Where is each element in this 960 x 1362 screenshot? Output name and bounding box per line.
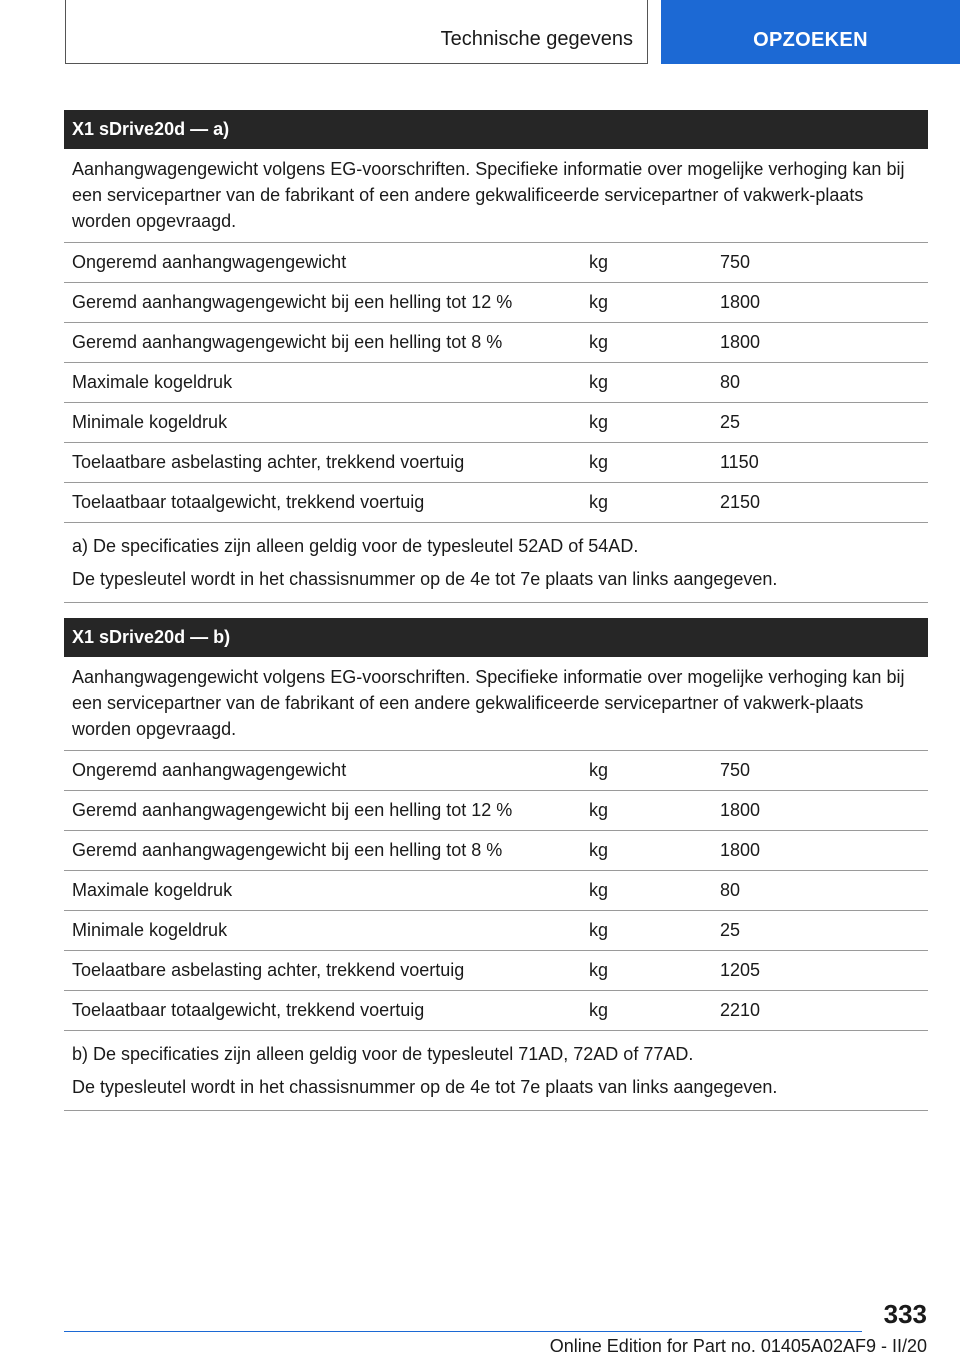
row-unit: kg — [589, 840, 609, 860]
row-label: Toelaatbare asbelasting achter, trekkend voertuig — [72, 960, 465, 980]
page-number: 333 — [883, 1299, 927, 1329]
row-label: Maximale kogeldruk — [72, 372, 233, 392]
row-label: Maximale kogeldruk — [72, 880, 233, 900]
row-label: Minimale kogeldruk — [72, 412, 228, 432]
footnote-typesleutel: De typesleutel wordt in het chassisnummer op de 4e tot 7e plaats van links aangegeven. — [72, 1077, 778, 1097]
table-row — [64, 363, 928, 403]
row-label: Toelaatbaar totaalgewicht, trekkend voertuig — [72, 1000, 425, 1020]
row-unit: kg — [589, 372, 609, 392]
row-value: 1800 — [720, 840, 761, 860]
section-title: X1 sDrive20d — a) — [64, 110, 928, 149]
row-value: 25 — [720, 412, 741, 432]
row-label: Geremd aanhangwagengewicht bij een helling tot 8 % — [72, 332, 503, 352]
table-row — [64, 951, 928, 991]
row-label: Minimale kogeldruk — [72, 920, 228, 940]
row-unit: kg — [589, 800, 609, 820]
row-value: 2150 — [720, 492, 761, 512]
row-label: Ongeremd aanhangwagengewicht — [72, 252, 347, 272]
row-label: Toelaatbare asbelasting achter, trekkend voertuig — [72, 452, 465, 472]
table-footnotes — [64, 523, 928, 603]
search-button-label: OPZOEKEN — [753, 29, 868, 51]
table-row — [64, 871, 928, 911]
row-unit: kg — [589, 252, 609, 272]
row-unit: kg — [589, 412, 609, 432]
row-unit: kg — [589, 292, 609, 312]
row-value: 2210 — [720, 1000, 761, 1020]
table-row — [64, 831, 928, 871]
footnote-validity: b) De specificaties zijn alleen geldig voor de typesleutel 71AD, 72AD of 77AD. — [72, 1044, 694, 1064]
row-label: Geremd aanhangwagengewicht bij een helling tot 12 % — [72, 292, 513, 312]
table-row — [64, 751, 928, 791]
table-row — [64, 443, 928, 483]
section-title: X1 sDrive20d — b) — [64, 618, 928, 657]
chapter-title: Technische gegevens — [440, 28, 633, 50]
row-label: Geremd aanhangwagengewicht bij een helling tot 8 % — [72, 840, 503, 860]
row-value: 1800 — [720, 332, 761, 352]
row-unit: kg — [589, 760, 609, 780]
row-value: 750 — [720, 252, 751, 272]
table-row — [64, 283, 928, 323]
table-footnotes — [64, 1031, 928, 1111]
row-label: Toelaatbaar totaalgewicht, trekkend voertuig — [72, 492, 425, 512]
row-value: 25 — [720, 920, 741, 940]
section-intro: Aanhangwagengewicht volgens EG-voorschriften. Specifieke informatie over mogelijke verhoging kan bij een servicepartner van de fabrikant of een andere gekwalificeerde servicepartner of vakwerk-plaats worden opgevraagd. — [64, 657, 928, 751]
row-label: Ongeremd aanhangwagengewicht — [72, 760, 347, 780]
section-intro: Aanhangwagengewicht volgens EG-voorschriften. Specifieke informatie over mogelijke verhoging kan bij een servicepartner van de fabrikant of een andere gekwalificeerde servicepartner of vakwerk-plaats worden opgevraagd. — [64, 149, 928, 243]
row-value: 1150 — [720, 452, 759, 472]
chapter-header — [65, 0, 648, 64]
footer-divider — [64, 1331, 862, 1332]
row-unit: kg — [589, 332, 609, 352]
row-value: 1800 — [720, 800, 761, 820]
table-row — [64, 791, 928, 831]
table-row — [64, 483, 928, 523]
row-unit: kg — [589, 960, 609, 980]
spec-table-b — [64, 618, 928, 1111]
row-unit: kg — [589, 452, 609, 472]
row-unit: kg — [589, 920, 609, 940]
footnote-validity: a) De specificaties zijn alleen geldig voor de typesleutel 52AD of 54AD. — [72, 536, 639, 556]
row-unit: kg — [589, 492, 609, 512]
table-row — [64, 911, 928, 951]
row-unit: kg — [589, 1000, 609, 1020]
row-value: 1800 — [720, 292, 761, 312]
row-label: Geremd aanhangwagengewicht bij een helling tot 12 % — [72, 800, 513, 820]
table-row — [64, 991, 928, 1031]
table-row — [64, 243, 928, 283]
footnote-typesleutel: De typesleutel wordt in het chassisnummer op de 4e tot 7e plaats van links aangegeven. — [72, 569, 778, 589]
search-button[interactable] — [661, 0, 960, 64]
row-unit: kg — [589, 880, 609, 900]
row-value: 1205 — [720, 960, 761, 980]
spec-table-a — [64, 110, 928, 603]
table-row — [64, 323, 928, 363]
row-value: 750 — [720, 760, 751, 780]
table-row — [64, 403, 928, 443]
row-value: 80 — [720, 372, 741, 392]
row-value: 80 — [720, 880, 741, 900]
edition-footer: Online Edition for Part no. 01405A02AF9 - II/20 — [549, 1336, 927, 1356]
